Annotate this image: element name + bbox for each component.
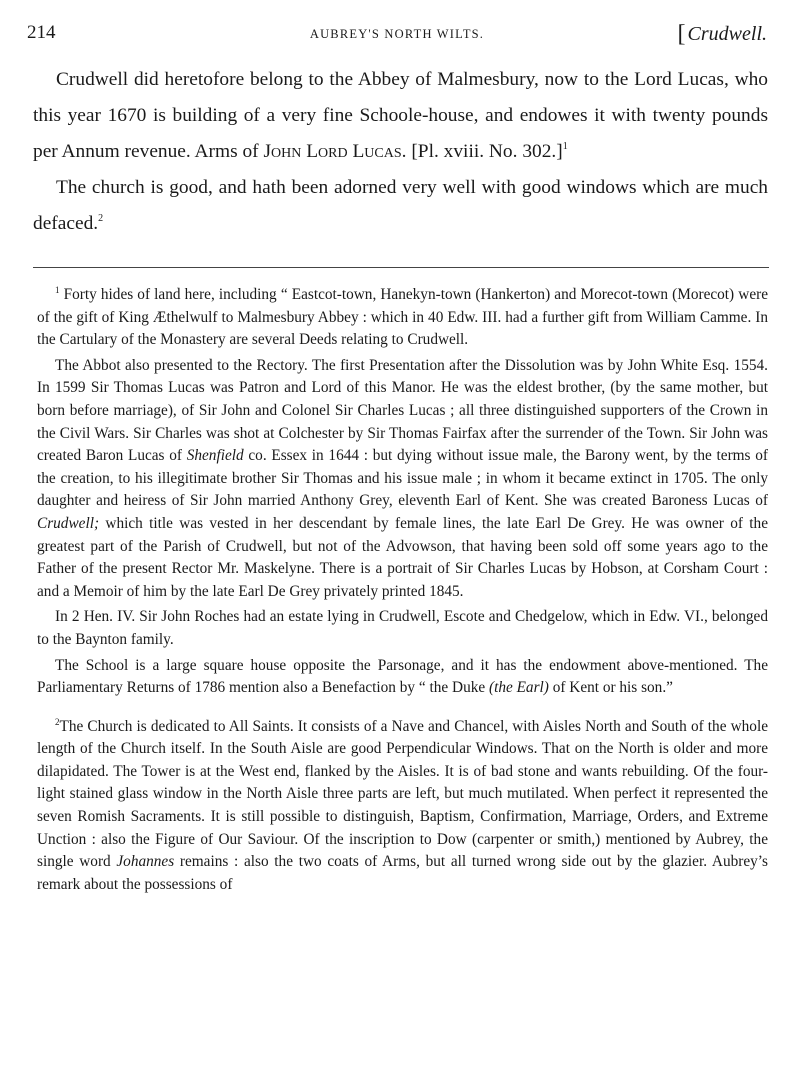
footnote-ref-2[interactable]: 2 [98, 213, 104, 224]
italic-the-earl: (the Earl) [488, 679, 549, 697]
italic-johannes: Johannes [116, 853, 175, 871]
place-name-shenfield: Shenfield [186, 447, 244, 465]
footnote-2-paragraph [37, 716, 768, 897]
section-tag [678, 20, 767, 47]
main-paragraph [33, 170, 768, 242]
section-bracket: [ [677, 21, 686, 47]
footnote-text: In 2 Hen. IV. Sir John Roches had an estate lying in Crudwell, Escote and Chedgelow, which in Edw. VI., belonged to the Baynton family. [37, 608, 768, 648]
plate-reference: [Pl. xviii. No. 302.] [406, 141, 563, 162]
place-name-crudwell: Crudwell; [37, 514, 100, 532]
footnote-text: The Church is dedicated to All Saints. It consists of a Nave and Chancel, with Aisles North and South of the whole length of the Church itself. In the South Aisle are good Perpendicular Windows. That on the North is older and more dilapidated. The Tower is at the West end, flanked by the Aisles. It is of bad stone and wants rebuilding. Of the four-light stained glass window in the North Aisle three parts are left, but much mutilated. When perfect it represented the seven Romish Sacraments. It is still possible to distinguish, Baptism, Confirmation, Marriage, Orders, and Extreme Unction : also the Figure of Our Saviour. Of the inscription to Dow (carpenter or smith,) mentioned by Aubrey, the single word [37, 717, 768, 871]
footnote-text: remains : also the two coats of Arms, but all turned wrong side out by the glazier. Aubrey’s remark about the possessions of [37, 853, 768, 893]
footnote-marker-2: 2 [55, 716, 60, 727]
arms-name: John Lord Lucas. [263, 141, 407, 162]
paragraph-text: Crudwell did heretofore belong to the Abbey of Malmesbury, now to the Lord Lucas, who this year 1670 is building of a very fine Schoole-house, and endowes it with twenty pounds per Annum revenue. Arms of [33, 69, 768, 162]
footnote-text: The Abbot also presented to the Rectory. The first Presentation after the Dissolution was by John White Esq. 1554. In 1599 Sir Thomas Lucas was Patron and Lord of this Manor. He was the eldest brother, (by the same mother, but born before marriage), of Sir John and Colonel Sir Charles Lucas ; all three distinguished supporters of the Crown in the Civil Wars. Sir Charles was shot at Colchester by Sir Thomas Fairfax after the surrender of the Town. Sir John was created Baron Lucas of [37, 356, 768, 465]
footnote-text: of Kent or his son.” [548, 679, 673, 697]
footnote-1-paragraph [37, 355, 768, 604]
footnote-text: co. Essex in 1644 : but dying without issue male, the Barony went, by the terms of the creation, to his illegitimate brother Sir Thomas and his issue male ; in whom it became extinct in 1705. The only daughter and heiress of Sir John married Anthony Grey, eleventh Earl of Kent. She was created Baroness Lucas of [37, 447, 768, 510]
footnote-1-paragraph [37, 655, 768, 700]
running-title: AUBREY'S NORTH WILTS. [309, 27, 485, 41]
footnote-divider [33, 267, 769, 268]
paragraph-text: The church is good, and hath been adorned very well with good windows which are much defaced. [33, 177, 768, 234]
section-name: Crudwell. [687, 23, 767, 45]
footnote-ref-1[interactable]: 1 [562, 141, 568, 152]
footnotes [37, 284, 768, 899]
page-header [27, 20, 767, 50]
footnote-text: The School is a large square house opposite the Parsonage, and it has the endowment above-mentioned. The Parliamentary Returns of 1786 mention also a Benefaction by “ the Duke [37, 656, 768, 697]
footnote-1-paragraph [37, 284, 768, 352]
main-text [33, 62, 768, 242]
footnote-text: Forty hides of land here, including “ Eastcot-town, Hanekyn-town (Hankerton) and Morecot-town (Morecot) were of the gift of King Æthelwulf to Malmesbury Abbey : which in 40 Edw. III. had a further gift from William Camme. In the Cartulary of the Monastery are several Deeds relating to Crudwell. [37, 286, 768, 349]
page-number: 214 [27, 22, 56, 43]
footnote-text: which title was vested in her descendant by female lines, the late Earl De Grey. He was owner of the greatest part of the Parish of Crudwell, but not of the Advowson, that having been sold off some years ago to the Father of the present Rector Mr. Maskelyne. There is a portrait of Sir Charles Lucas by Hobson, at Corsham Court : and a Memoir of him by the late Earl De Grey privately printed 1845. [37, 514, 768, 600]
footnote-marker-1: 1 [55, 285, 60, 295]
main-paragraph [33, 62, 768, 170]
footnote-1-paragraph [37, 606, 768, 651]
